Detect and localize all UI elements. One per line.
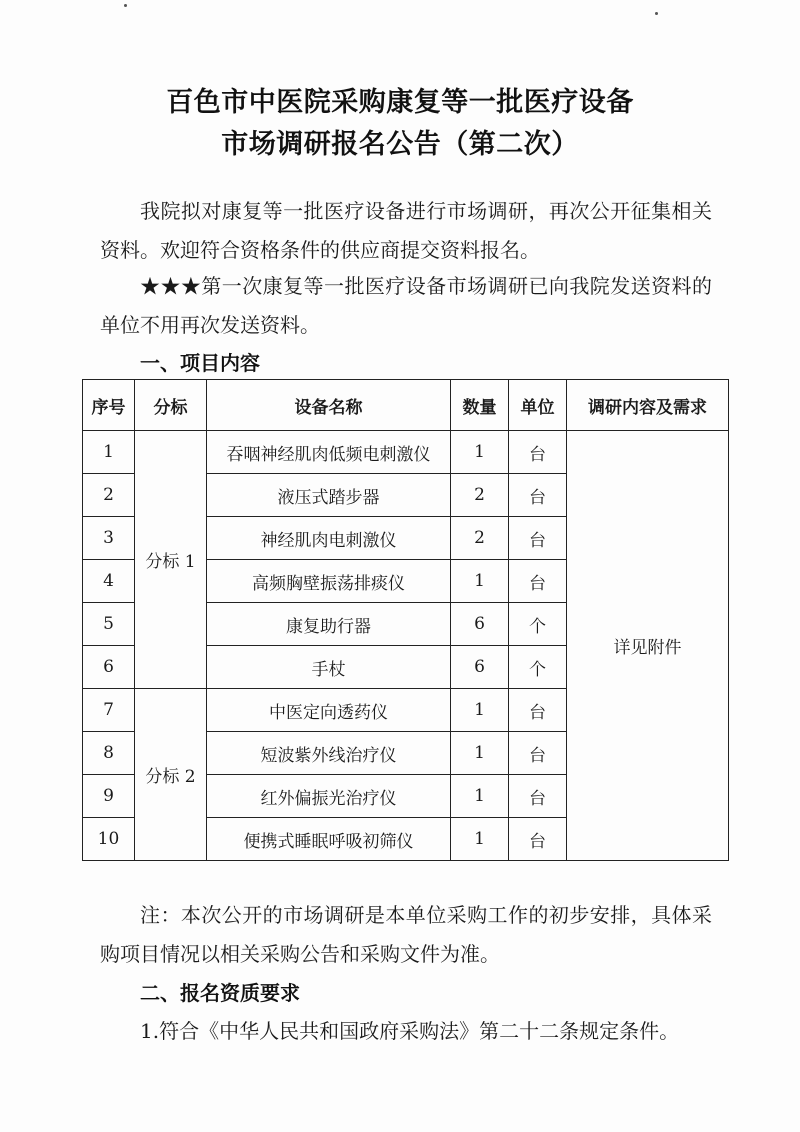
header-unit: 单位 (509, 380, 567, 431)
cell-qty: 1 (451, 775, 509, 818)
cell-unit: 个 (509, 603, 567, 646)
cell-name: 液压式踏步器 (207, 474, 451, 517)
cell-name: 神经肌肉电刺激仪 (207, 517, 451, 560)
scan-mark (124, 4, 127, 7)
cell-name: 手杖 (207, 646, 451, 689)
header-requirement: 调研内容及需求 (567, 380, 729, 431)
cell-name: 中医定向透药仪 (207, 689, 451, 732)
cell-name: 短波紫外线治疗仪 (207, 732, 451, 775)
header-qty: 数量 (451, 380, 509, 431)
cell-no: 5 (83, 603, 135, 646)
header-name: 设备名称 (207, 380, 451, 431)
cell-qty: 1 (451, 732, 509, 775)
cell-no: 1 (83, 431, 135, 474)
cell-no: 4 (83, 560, 135, 603)
intro-paragraph-1: 我院拟对康复等一批医疗设备进行市场调研，再次公开征集相关资料。欢迎符合资格条件的供应商提交资料报名。 (100, 199, 712, 262)
cell-unit: 台 (509, 689, 567, 732)
cell-qty: 1 (451, 560, 509, 603)
cell-no: 10 (83, 818, 135, 861)
table-row (83, 431, 729, 474)
cell-unit: 个 (509, 646, 567, 689)
cell-requirement: 详见附件 (567, 431, 729, 861)
cell-name: 便携式睡眠呼吸初筛仪 (207, 818, 451, 861)
cell-no: 6 (83, 646, 135, 689)
intro-paragraph-2: ★★★第一次康复等一批医疗设备市场调研已向我院发送资料的单位不用再次发送资料。 (100, 274, 712, 337)
cell-name: 吞咽神经肌肉低频电刺激仪 (207, 431, 451, 474)
cell-no: 8 (83, 732, 135, 775)
cell-no: 3 (83, 517, 135, 560)
cell-unit: 台 (509, 775, 567, 818)
cell-name: 红外偏振光治疗仪 (207, 775, 451, 818)
cell-unit: 台 (509, 474, 567, 517)
cell-qty: 2 (451, 474, 509, 517)
cell-lot-1: 分标 1 (135, 431, 207, 689)
header-lot: 分标 (135, 380, 207, 431)
table-header-row (83, 380, 729, 431)
cell-unit: 台 (509, 517, 567, 560)
section-2-heading: 二、报名资质要求 (140, 981, 300, 1005)
title-line-1: 百色市中医院采购康复等一批医疗设备 (166, 87, 634, 118)
scan-mark (655, 12, 658, 15)
cell-qty: 6 (451, 603, 509, 646)
cell-qty: 2 (451, 517, 509, 560)
cell-qty: 1 (451, 431, 509, 474)
note-paragraph: 注：本次公开的市场调研是本单位采购工作的初步安排，具体采购项目情况以相关采购公告和采购文件为准。 (100, 903, 712, 966)
section-1-heading: 一、项目内容 (140, 351, 260, 375)
cell-unit: 台 (509, 818, 567, 861)
cell-no: 7 (83, 689, 135, 732)
equipment-table (82, 379, 729, 861)
cell-qty: 6 (451, 646, 509, 689)
cell-unit: 台 (509, 732, 567, 775)
cell-unit: 台 (509, 560, 567, 603)
header-no: 序号 (83, 380, 135, 431)
cell-lot-2: 分标 2 (135, 689, 207, 861)
cell-name: 康复助行器 (207, 603, 451, 646)
cell-qty: 1 (451, 689, 509, 732)
cell-name: 高频胸壁振荡排痰仪 (207, 560, 451, 603)
cell-no: 9 (83, 775, 135, 818)
cell-unit: 台 (509, 431, 567, 474)
requirement-item-1: 1.符合《中华人民共和国政府采购法》第二十二条规定条件。 (140, 1019, 680, 1043)
title-line-2: 市场调研报名公告（第二次） (221, 129, 579, 160)
cell-no: 2 (83, 474, 135, 517)
cell-qty: 1 (451, 818, 509, 861)
